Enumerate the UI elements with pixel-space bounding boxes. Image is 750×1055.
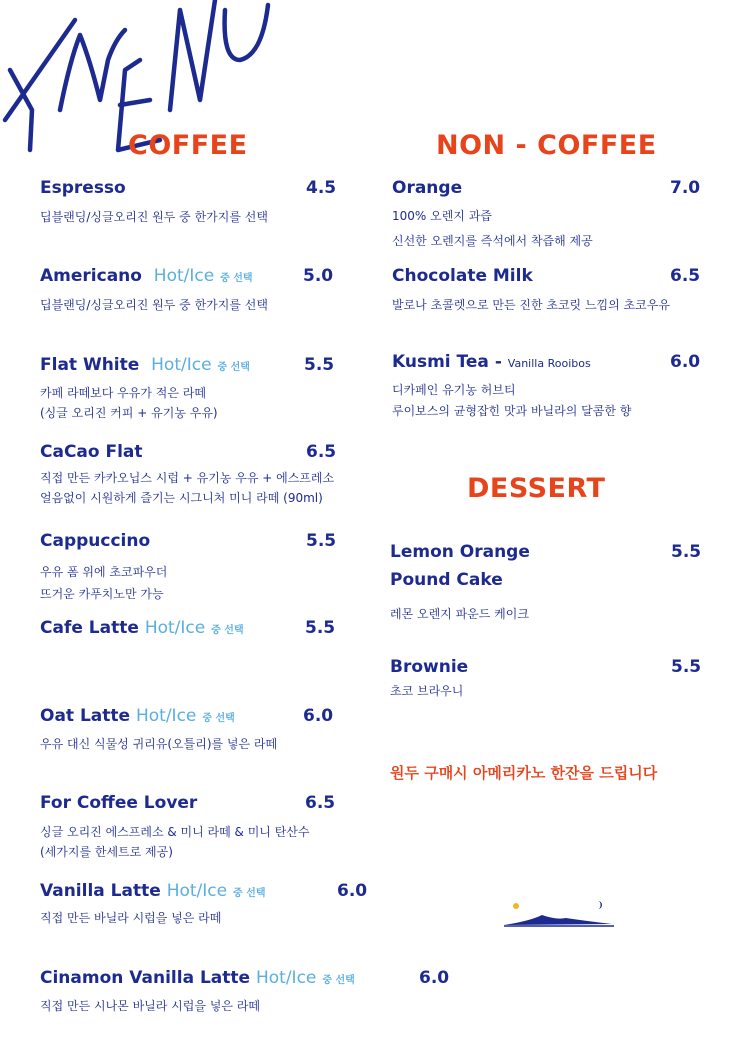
item-desc: 우유 폼 위에 초코파우더 (40, 565, 168, 579)
item-price: 6.0 (337, 881, 368, 901)
hot-ice-option: Hot/Ice (153, 266, 215, 286)
option-note: 중 선택 (322, 975, 355, 986)
item-price: 4.5 (306, 178, 337, 198)
item-name: Pound Cake (390, 570, 503, 590)
option-note: 중 선택 (202, 713, 235, 724)
item-price: 5.5 (304, 355, 335, 375)
item-name: Lemon Orange (390, 542, 530, 562)
item-name: Americano Hot/Ice 중 선택 (40, 266, 253, 286)
item-desc: 우유 대신 식물성 귀리유(오틀리)를 넣은 라떼 (40, 737, 278, 751)
item-name: CaCao Flat (40, 442, 143, 462)
item-price: 5.5 (671, 657, 702, 677)
item-desc: 싱글 오리진 에스프레소 & 미니 라떼 & 미니 탄산수 (40, 825, 310, 839)
hot-ice-option: Hot/Ice (135, 706, 197, 726)
item-desc: 직접 만든 바닐라 시럽을 넣은 라떼 (40, 911, 222, 925)
item-price: 6.5 (306, 442, 337, 462)
item-desc: 초코 브라우니 (390, 684, 464, 698)
item-price: 6.0 (419, 968, 450, 988)
dessert-heading: DESSERT (467, 473, 606, 504)
tea-variant: Vanilla Rooibos (507, 357, 591, 370)
item-price: 6.0 (670, 352, 701, 372)
item-name: Cinamon Vanilla Latte Hot/Ice 중 선택 (40, 968, 355, 988)
item-desc: 얼음없이 시원하게 즐기는 시그니처 미니 라떼 (90ml) (40, 491, 323, 505)
item-desc: 직접 만든 카카오닙스 시럽 + 유기농 우유 + 에스프레소 (40, 471, 335, 485)
item-desc: (싱글 오리진 커피 + 유기농 우유) (40, 406, 218, 420)
non-coffee-heading: NON - COFFEE (436, 130, 657, 161)
item-name: Kusmi Tea - Vanilla Rooibos (392, 352, 591, 372)
item-name: Flat White Hot/Ice 중 선택 (40, 355, 250, 375)
item-price: 6.5 (305, 793, 336, 813)
item-name: Chocolate Milk (392, 266, 533, 286)
item-name: Vanilla Latte Hot/Ice 중 선택 (40, 881, 266, 901)
item-desc: 뜨거운 카푸치노만 가능 (40, 587, 164, 601)
item-price: 5.0 (303, 266, 334, 286)
item-name: For Coffee Lover (40, 793, 198, 813)
option-note: 중 선택 (220, 273, 253, 284)
item-desc: 딥블랜딩/싱글오리진 원두 중 한가지를 선택 (40, 298, 268, 312)
landscape-illustration-icon (500, 895, 620, 935)
item-name: Espresso (40, 178, 126, 198)
item-desc: 신선한 오렌지를 즉석에서 착즙해 제공 (392, 234, 593, 248)
item-desc: 직접 만든 시나몬 바닐라 시럽을 넣은 라떼 (40, 999, 260, 1013)
hot-ice-option: Hot/Ice (144, 618, 206, 638)
hot-ice-option: Hot/Ice (151, 355, 212, 375)
item-price: 5.5 (305, 618, 336, 638)
item-price: 6.5 (670, 266, 701, 286)
item-desc: (세가지를 한세트로 제공) (40, 845, 173, 859)
item-name: Cappuccino (40, 531, 151, 551)
coffee-heading: COFFEE (128, 130, 248, 161)
item-price: 5.5 (306, 531, 337, 551)
option-note: 중 선택 (233, 888, 266, 899)
item-desc: 루이보스의 균형잡힌 맛과 바닐라의 달콤한 향 (392, 404, 632, 418)
hot-ice-option: Hot/Ice (255, 968, 317, 988)
item-price: 6.0 (303, 706, 334, 726)
item-name: Cafe Latte Hot/Ice 중 선택 (40, 618, 244, 638)
item-desc: 발로나 초콜렛으로 만든 진한 초코릿 느낌의 초코우유 (392, 298, 670, 312)
hot-ice-option: Hot/Ice (166, 881, 228, 901)
item-name: Oat Latte Hot/Ice 중 선택 (40, 706, 235, 726)
item-desc: 딥블랜딩/싱글오리진 원두 중 한가지를 선택 (40, 210, 268, 224)
item-desc: 100% 오렌지 과즙 (392, 209, 492, 223)
promo-text: 원두 구매시 아메리카노 한잔을 드립니다 (390, 764, 658, 782)
item-price: 5.5 (671, 542, 702, 562)
item-price: 7.0 (670, 178, 701, 198)
item-desc: 디카페인 유기농 허브티 (392, 383, 516, 397)
option-note: 중 선택 (211, 625, 244, 636)
item-desc: 레몬 오렌지 파운드 케이크 (390, 607, 529, 621)
item-desc: 카페 라떼보다 우유가 적은 라떼 (40, 386, 206, 400)
item-name: Brownie (390, 657, 469, 677)
option-note: 중 선택 (217, 362, 250, 373)
item-name: Orange (392, 178, 463, 198)
